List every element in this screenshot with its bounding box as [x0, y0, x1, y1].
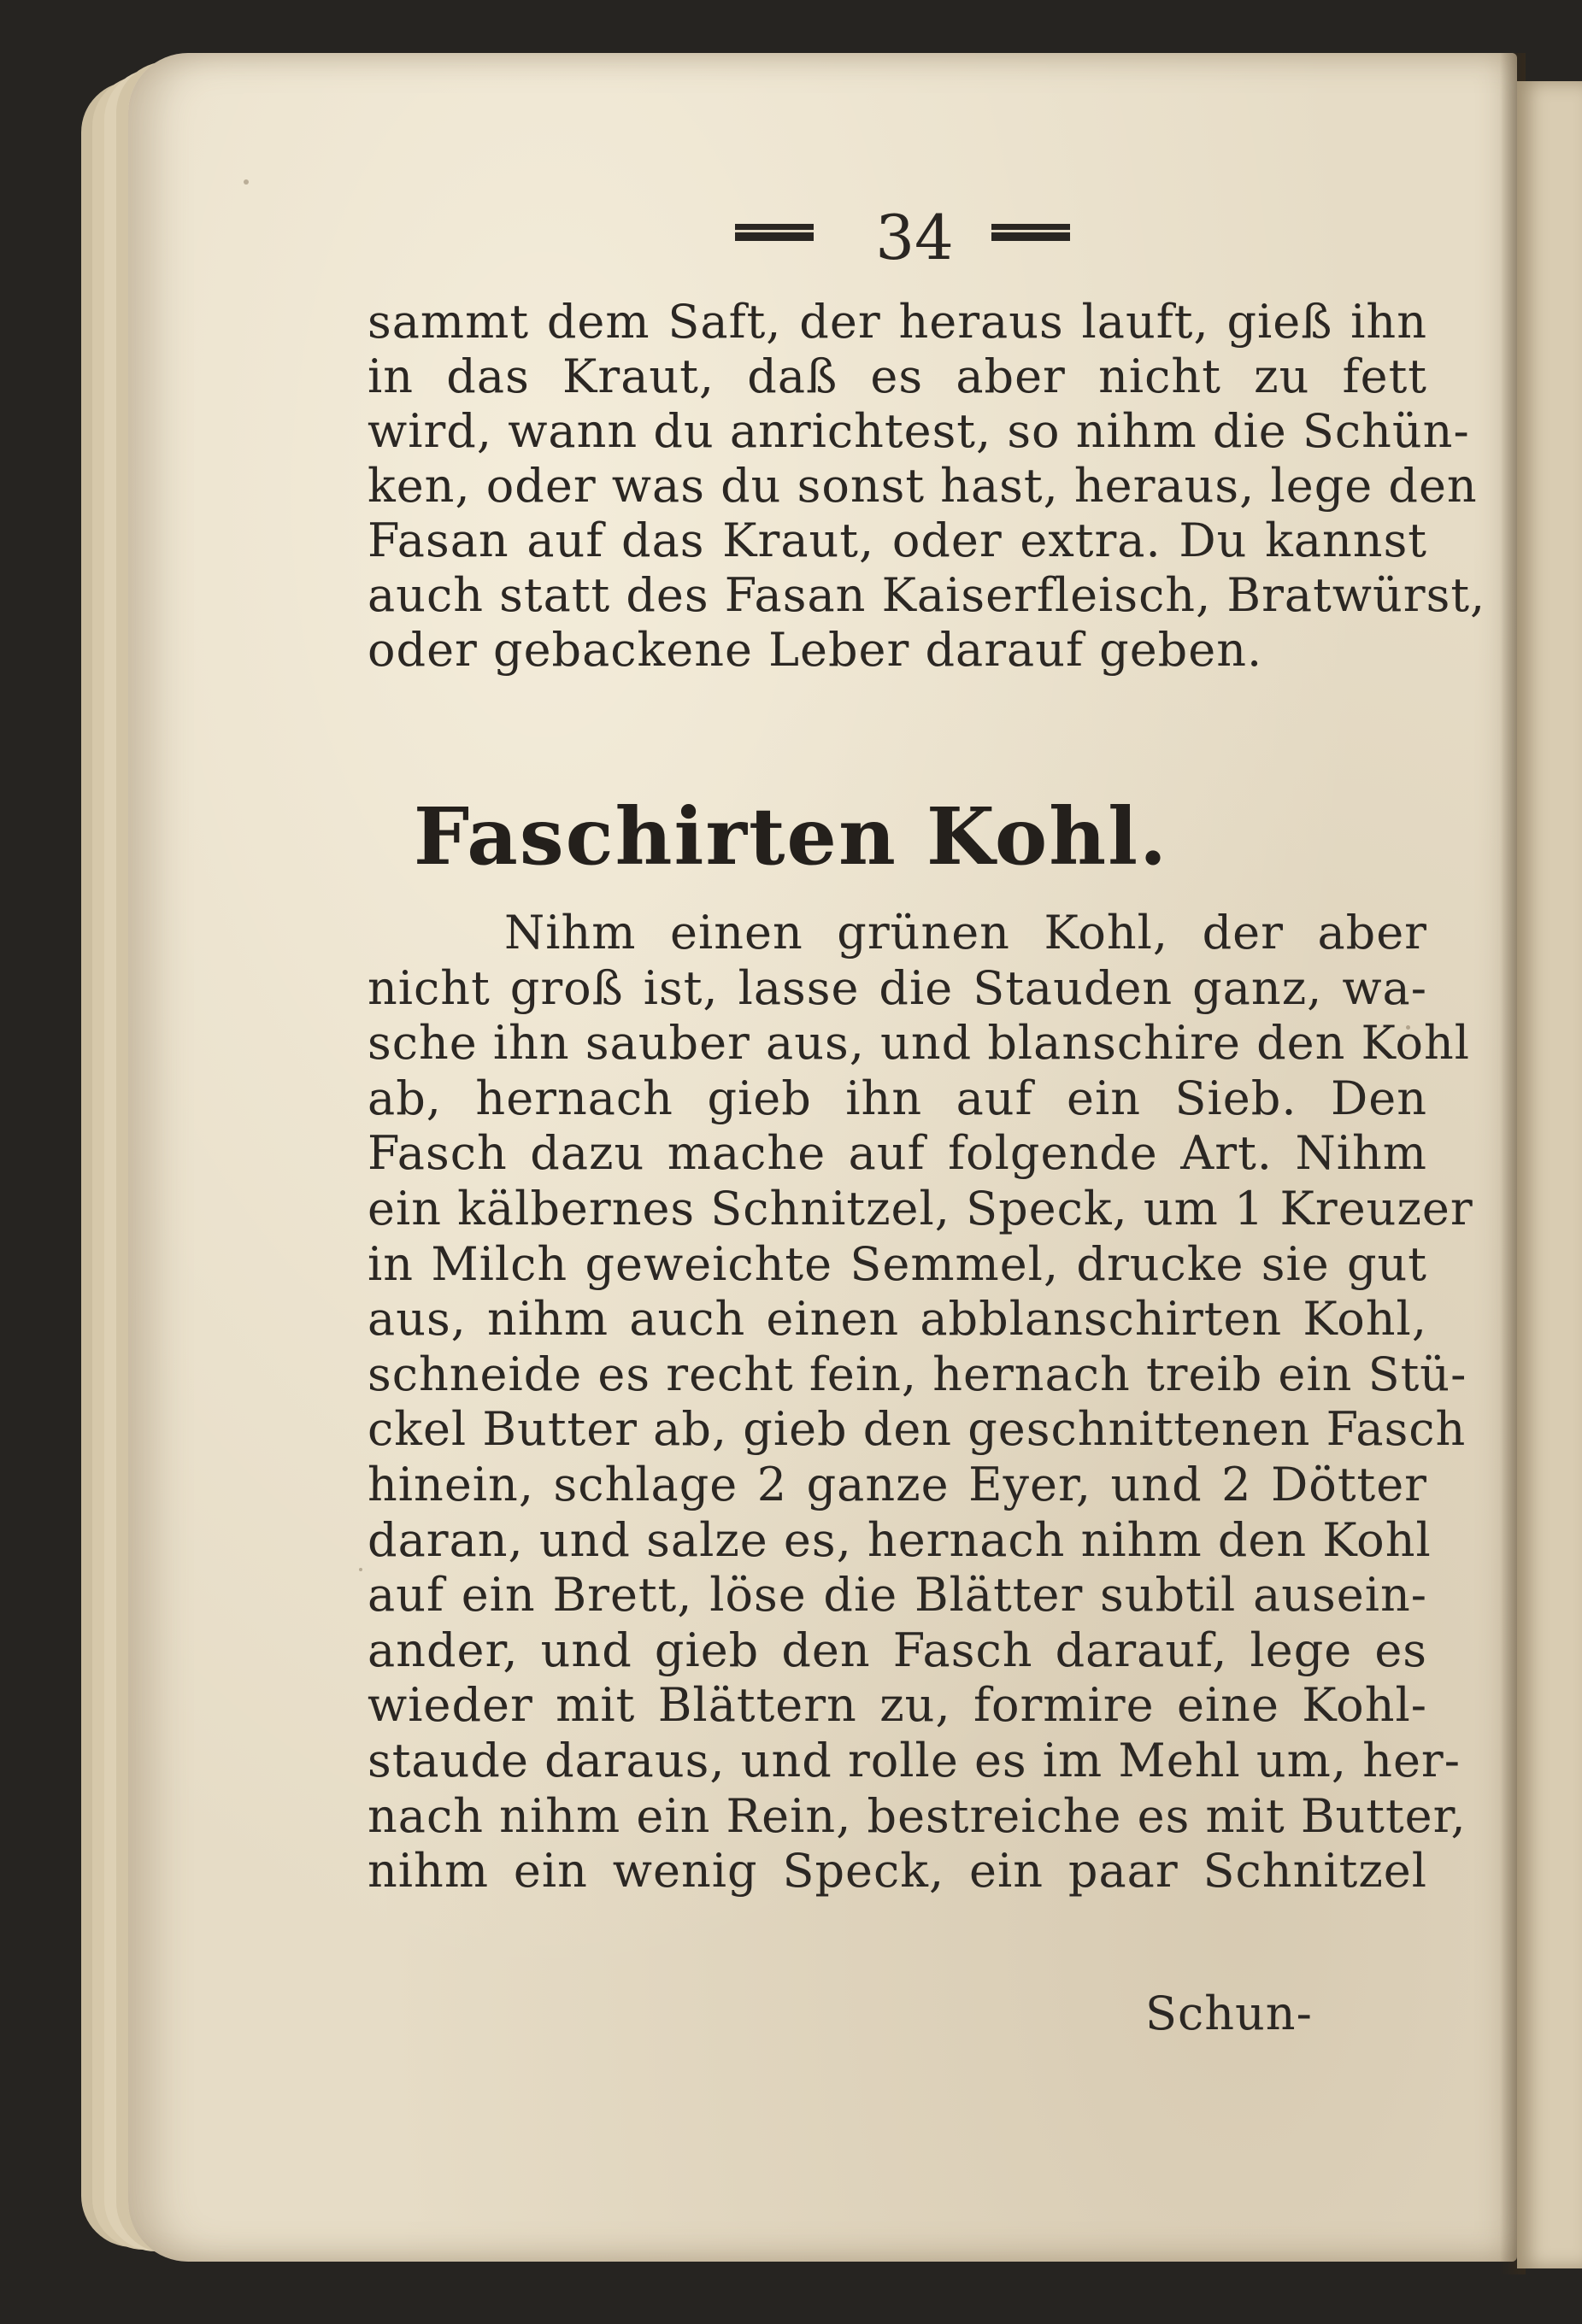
text-line: nach nihm ein Rein, bestreiche es mit Butter,: [368, 1788, 1467, 1843]
text-line: auf ein Brett, löse die Blätter subtil ausein-: [368, 1568, 1427, 1623]
catchword: Schun-: [1145, 1987, 1313, 2040]
text-line: wird, wann du anrichtest, so nihm die Schün-: [368, 404, 1470, 458]
page-number: 34: [875, 202, 954, 273]
text-line: sammt dem Saft, der heraus lauft, gieß ihn: [368, 295, 1427, 349]
text-line: auch statt des Fasan Kaiserfleisch, Bratwürst,: [368, 568, 1486, 622]
text-line: oder gebackene Leber darauf geben.: [368, 623, 1263, 677]
text-line: daran, und salze es, hernach nihm den Kohl: [368, 1512, 1432, 1567]
paper-speck: [244, 179, 249, 185]
recipe-heading: Faschirten Kohl.: [413, 790, 1169, 883]
page-header: [0, 195, 1582, 289]
paragraph-2: [368, 906, 1473, 1899]
text-line: ein kälbernes Schnitzel, Speck, um 1 Kreuzer: [368, 1181, 1473, 1235]
text-line: aus, nihm auch einen abblanschirten Kohl,: [368, 1292, 1427, 1347]
text-line: in das Kraut, daß es aber nicht zu fett: [368, 349, 1427, 403]
text-line: ander, und gieb den Fasch darauf, lege es: [368, 1623, 1427, 1677]
paragraph-1: [368, 295, 1486, 678]
text-line: staude daraus, und rolle es im Mehl um, her-: [368, 1733, 1461, 1787]
text-line: nihm ein wenig Speck, ein paar Schnitzel: [368, 1844, 1427, 1899]
text-line: nicht groß ist, lasse die Stauden ganz, wa-: [368, 960, 1427, 1015]
paper-speck: [359, 1568, 362, 1571]
text-line: ken, oder was du sonst hast, heraus, lege den: [368, 459, 1478, 513]
text-line: hinein, schlage 2 ganze Eyer, und 2 Dötter: [368, 1457, 1427, 1511]
text-line: ckel Butter ab, gieb den geschnittenen Fasch: [368, 1402, 1467, 1457]
text-line: Nihm einen grünen Kohl, der aber: [504, 906, 1427, 960]
text-line: schneide es recht fein, hernach treib ein Stü-: [368, 1347, 1467, 1401]
text-line: sche ihn sauber aus, und blanschire den Kohl: [368, 1016, 1471, 1071]
header-rule-right: [991, 224, 1070, 241]
facing-page-edge: [1517, 81, 1582, 2268]
text-line: wieder mit Blättern zu, formire eine Kohl-: [368, 1678, 1427, 1733]
text-line: ab, hernach gieb ihn auf ein Sieb. Den: [368, 1071, 1427, 1125]
text-line: in Milch geweichte Semmel, drucke sie gut: [368, 1236, 1427, 1291]
header-rule-left: [735, 224, 814, 241]
text-line: Fasch dazu mache auf folgende Art. Nihm: [368, 1126, 1427, 1181]
text-line: Fasan auf das Kraut, oder extra. Du kannst: [368, 514, 1427, 567]
